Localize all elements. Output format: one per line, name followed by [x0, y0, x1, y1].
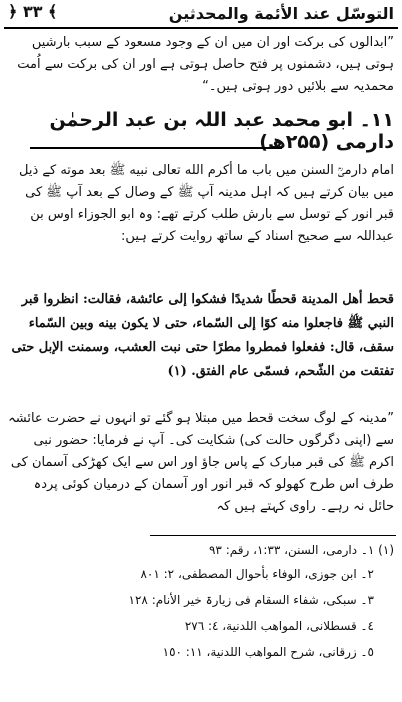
body-paragraph: امام دارمیؒ السنن میں باب ما أکرم الله تعالی نبیه ﷺ بعد موته کے ذیل میں بیان کرتے ہیں کہ اہل مدینہ آپ ﷺ کے وصال کے بعد آپ ﷺ کی قبر انور کے توسل سے بارش طلب کرتے تھے: وہ ابو الجوزاء اوس بن عبداللہ سے صحیح اسناد کے ساتھ روایت کرتے ہیں:: [19, 163, 394, 244]
section-heading: ۱۱۔ ابو محمد عبد اللہ بن عبد الرحمٰن دارمی (۲۵۵ھ): [49, 109, 394, 153]
footnote-item: (١) ١۔ دارمی، السنن، ١:٣٣، رقم: ٩٣: [208, 543, 394, 557]
header-divider: [4, 27, 398, 29]
running-title: التوسّل عند الأئمة والمحدثين: [168, 4, 394, 23]
footnote-item: ٢۔ ابن جوزی، الوفاء بأحوال المصطفی، ٢: ٨٠١: [140, 567, 374, 581]
quote-paragraph-2: ”مدینہ کے لوگ سخت قحط میں مبتلا ہو گئے تو انہوں نے حضرت عائشہ سے (اپنی دگرگوں حالت کی) شکایت کی۔ آپ نے فرمایا: حضور نبی اکرم ﷺ کی قبر مبارک کے پاس جاؤ اور اس سے ایک کھڑکی آسمان کی طرف اس طرح کھولو کہ قبر انور اور آسمان کے درمیان کوئی پردہ حائل نہ رہے۔ راوی کہتے ہیں کہ: [8, 411, 394, 514]
page-number: ﴾ ٣٣ ﴿: [8, 2, 58, 21]
quote-paragraph-1: ”ابدالوں کی برکت اور ان میں ان کے وجود مسعود کے سبب بارشیں ہوتی ہیں، دشمنوں پر فتح حاصل ہوتی ہے اور ان کی برکت سے اُمت محمدیہ سے بلائیں دور ہوتی ہیں۔“: [17, 35, 394, 94]
heading-underline: [30, 147, 282, 149]
footnote-item: ٤۔ قسطلانی، المواهب اللدنیة، ٤: ٢٧٦: [184, 619, 374, 633]
page-header: [0, 0, 402, 28]
footnote-item: ٥۔ زرقانی، شرح المواهب اللدنیة، ١١: ١٥٠: [162, 645, 374, 659]
footnote-divider: [150, 535, 396, 536]
footnote-item: ٣۔ سبکی، شفاء السقام فی زیارۃ خیر الأنام: ١٢٨: [128, 593, 374, 607]
arabic-hadith-text: قحط أهل المدينة قحطًا شديدًا فشكوا إلى عائشة، فقالت: انظروا قبر النبي ﷺ فاجعلوا منه كوًا إلى السّماء، حتى لا يكون بينه وبين السّماء سقف، قال: ففعلوا فمطروا مطرًا حتى نبت العشب، وسمنت الإبل حتى تفتقت من الشّحم، فسمّى عام الفتق. (١): [11, 292, 394, 379]
